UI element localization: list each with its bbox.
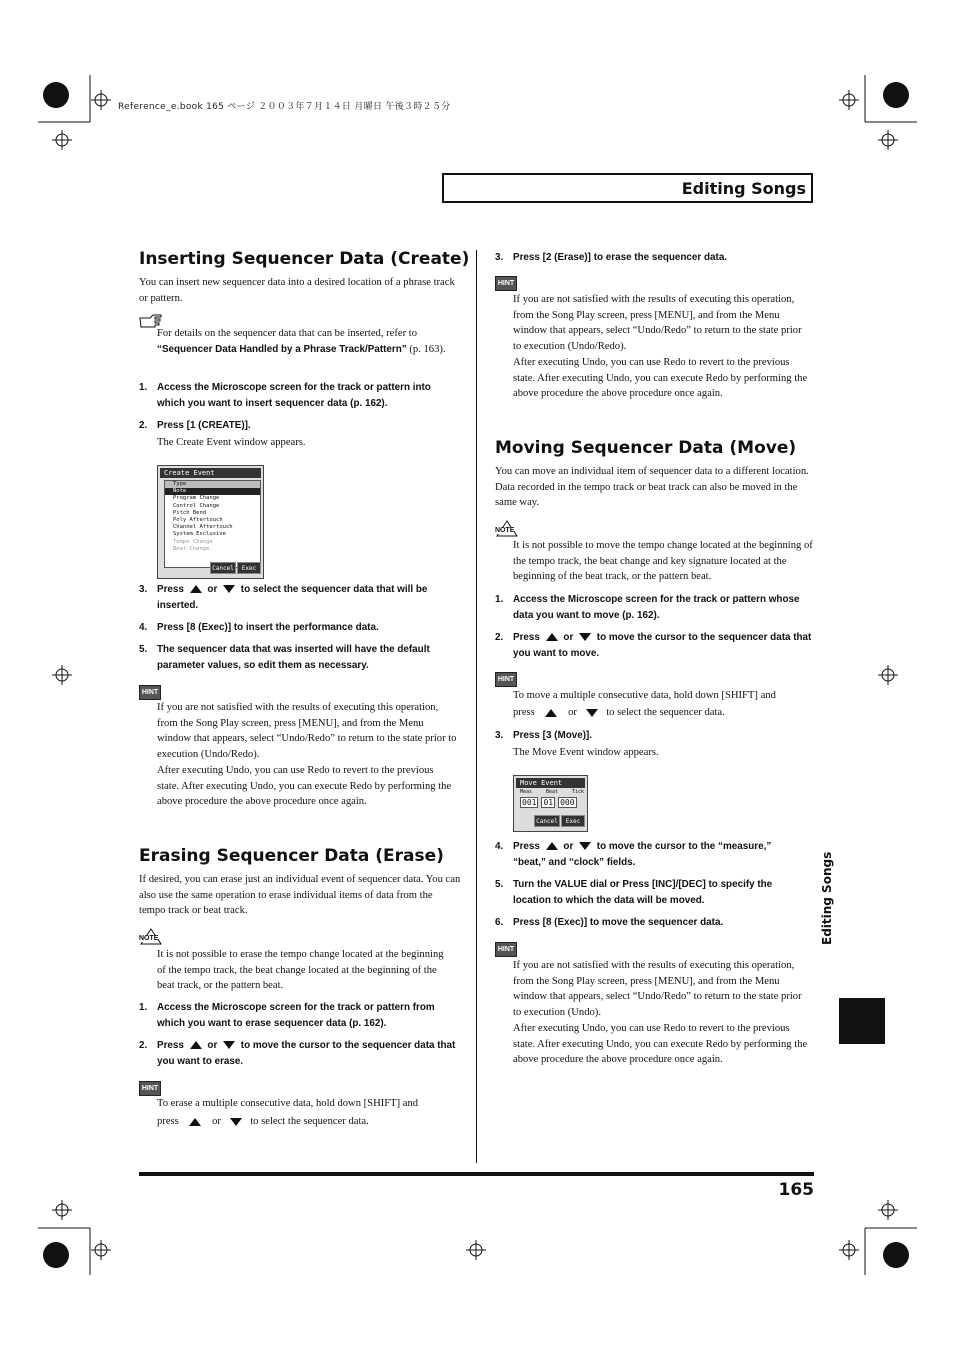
hint-icon: HINT (139, 685, 161, 700)
list-item[interactable]: System Exclusive (173, 531, 226, 538)
up-arrow-icon (545, 709, 557, 717)
list-item[interactable]: Note (165, 488, 260, 495)
beat-label: Beat (545, 789, 559, 795)
cancel-button[interactable]: Cancel (210, 562, 236, 574)
print-meta-line: Reference_e.book 165 ページ ２００３年７月１４日 月曜日 午後３時２５分 (118, 102, 451, 112)
ref-bold: “Sequencer Data Handled by a Phrase Track/Pattern” (157, 343, 407, 355)
move-event-window (513, 775, 588, 832)
tick-label: Tick (571, 789, 584, 795)
create-event-title: Create Event (160, 468, 261, 478)
down-arrow-icon (230, 1118, 242, 1126)
move-hint2: If you are not satisfied with the results of executing this operation, from the Song Play screen, press [MENU], and from the Menu window that appears, select “Undo/Redo” to return to the state prior to execution (Undo). After executing Undo, you can use Redo to revert to the previous state. After executing Undo, you can execute Redo by performing the above procedure the above procedure once again. (513, 960, 808, 1066)
down-arrow-icon (579, 633, 591, 641)
move-fields (520, 797, 577, 808)
header-title: Editing Songs (681, 179, 806, 198)
down-arrow-icon (223, 585, 235, 593)
erase-note: It is not possible to erase the tempo change located at the beginning of the tempo track, the beat change located at the beginning of the beat track, or the pattern beat. (157, 949, 444, 992)
down-arrow-icon (586, 709, 598, 717)
list-item[interactable]: Program Change (173, 495, 220, 502)
list-item[interactable]: Tempo Change (173, 538, 213, 545)
move-step3-result: The Move Event window appears. (513, 747, 659, 758)
list-item[interactable]: Channel Aftertouch (173, 524, 233, 531)
measure-field[interactable]: 001 (522, 798, 537, 807)
erase-hint2: If you are not satisfied with the results of executing this operation, from the Song Play screen, press [MENU], and from the Menu window that appears, select “Undo/Redo” to return to the state prior to execution (Undo/Redo). After executing Undo, you can use Redo to revert to the previous state. After executing Undo, you can execute Redo by performing the above procedure the above procedure once again. (513, 294, 808, 400)
cancel-button[interactable]: Cancel (534, 815, 560, 827)
move-hint1-line2: press or to select the sequencer data. (513, 707, 725, 718)
exec-button[interactable]: Exec (561, 815, 585, 827)
erase-hint1-line1: To erase a multiple consecutive data, hold down [SHIFT] and (157, 1098, 419, 1109)
erase-hint1-line2: press or to select the sequencer data. (157, 1116, 369, 1127)
side-tab-block (839, 998, 885, 1044)
ref-text-2: (p. 163). (406, 343, 446, 355)
list-header: Type (165, 481, 260, 488)
hint-icon: HINT (495, 276, 517, 291)
beat-field[interactable]: 01 (543, 798, 554, 807)
move-field-labels (520, 789, 584, 795)
ref-text-1: For details on the sequencer data that can be inserted, refer to (157, 328, 418, 339)
up-arrow-icon (546, 842, 558, 850)
tick-field[interactable]: 000 (560, 798, 575, 807)
erase-intro: If desired, you can erase just an individual event of sequencer data. You can also use the same operation to erase individual items of data from the tempo track or beat track. (139, 874, 461, 917)
event-type-list (164, 480, 261, 568)
move-heading: Moving Sequencer Data (Move) (495, 438, 797, 458)
create-reference (157, 326, 457, 357)
side-tab-label: Editing Songs (820, 851, 834, 945)
move-event-title: Move Event (516, 778, 585, 788)
measure-label: Meas (520, 789, 533, 795)
list-item[interactable]: Beat Change (173, 545, 210, 552)
create-hint: If you are not satisfied with the results of executing this operation, from the Song Play screen, press [MENU], and from the Menu window that appears, select “Undo/Redo” to return to the state prior to execution (Undo/Redo). After executing Undo, you can use Redo to revert to the previous state. After executing Undo, you can execute Redo by performing the above procedure the above procedure once again. (157, 702, 457, 808)
move-hint1-line1: To move a multiple consecutive data, hold down [SHIFT] and (513, 690, 776, 701)
up-arrow-icon (189, 1118, 201, 1126)
create-step2-result: The Create Event window appears. (157, 437, 306, 448)
up-arrow-icon (190, 1041, 202, 1049)
down-arrow-icon (223, 1041, 235, 1049)
exec-button[interactable]: Exec (237, 562, 261, 574)
up-arrow-icon (546, 633, 558, 641)
page-number: 165 (778, 1180, 814, 1200)
create-intro: You can insert new sequencer data into a desired location of a phrase track or pattern. (139, 277, 455, 304)
create-event-window (157, 465, 264, 579)
note-icon: NOTE (139, 928, 163, 946)
move-intro: You can move an individual item of sequencer data to a different location. Data recorded in the tempo track or beat track can also be moved in the same way. (495, 466, 809, 509)
footer-rule (139, 1172, 814, 1176)
hint-icon: HINT (495, 942, 517, 957)
list-item[interactable]: Pitch Bend (173, 509, 207, 516)
hint-icon: HINT (139, 1081, 161, 1096)
erase-heading: Erasing Sequencer Data (Erase) (139, 846, 444, 866)
hint-icon: HINT (495, 672, 517, 687)
create-heading: Inserting Sequencer Data (Create) (139, 249, 470, 269)
list-item[interactable]: Control Change (173, 502, 220, 509)
column-divider (476, 250, 477, 1163)
note-icon: NOTE (495, 520, 519, 538)
up-arrow-icon (190, 585, 202, 593)
move-note: It is not possible to move the tempo change located at the beginning of the tempo track, the beat change and key signature located at the beginning of the beat track, or the pattern beat. (513, 540, 813, 583)
down-arrow-icon (579, 842, 591, 850)
list-item[interactable]: Poly Aftertouch (173, 517, 223, 524)
